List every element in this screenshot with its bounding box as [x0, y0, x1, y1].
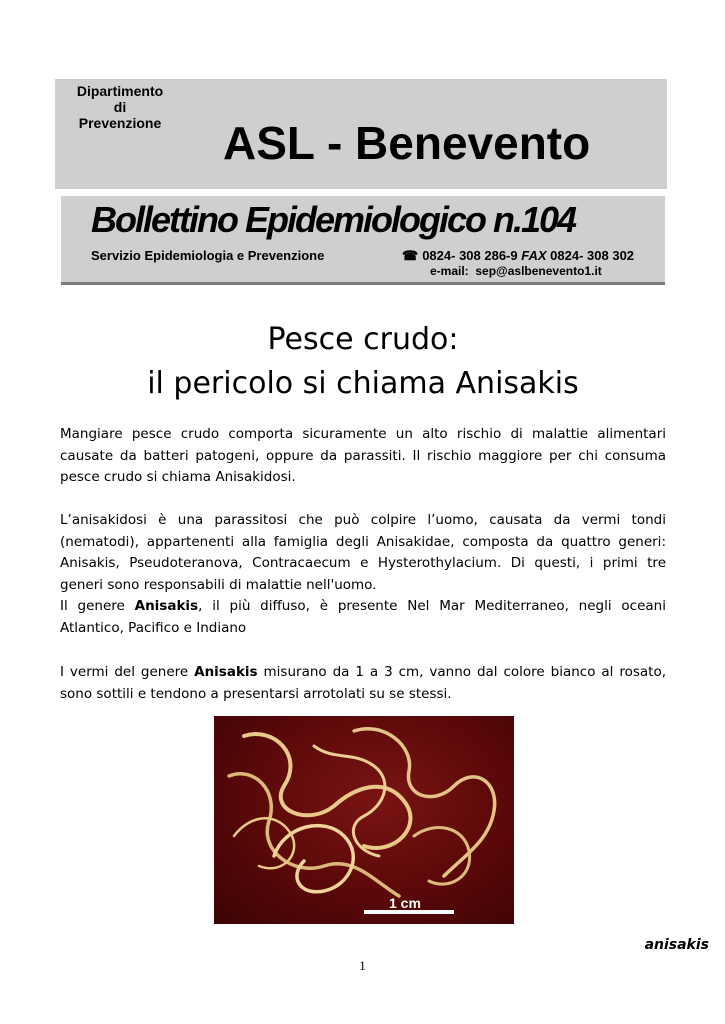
paragraph-4 [60, 662, 666, 705]
paragraph-3-start: Il genere [60, 598, 135, 614]
email-label: e-mail: [430, 264, 469, 278]
paragraph-3 [60, 596, 666, 639]
paragraph-worms [60, 662, 666, 705]
page-number: 1 [359, 958, 366, 973]
asl-title: ASL - Benevento [223, 117, 591, 169]
phone-number: 0824- 308 286-9 [422, 248, 518, 263]
header-banner [55, 79, 667, 189]
fax-label: FAX [521, 248, 547, 263]
department-label [65, 83, 175, 131]
department-line-1: Dipartimento [76, 83, 164, 99]
figure-caption: anisakis [644, 937, 709, 953]
paragraph-2: L’anisakidosi è una parassitosi che può colpire l’uomo, causata da vermi tondi (nematodi), appartenenti alla famiglia degli Anisakidae, composta da quattro generi: Anisakis, Pseudoteranova, Contracaecum e Hysterothylacium. Di questi, i primi tre generi sono responsabili di malattie nell'uomo. [60, 512, 666, 593]
email-line [430, 264, 602, 278]
worm-6 [414, 828, 470, 885]
paragraph-3-bold: Anisakis [134, 598, 199, 614]
anisakis-worms-illustration [214, 716, 514, 924]
article-title-line-1: Pesce crudo: [267, 322, 459, 357]
telephone-icon: ☎ [402, 248, 419, 263]
paragraph-4-start: I vermi del genere [60, 664, 195, 680]
paragraph-4-bold: Anisakis [194, 664, 258, 680]
worm-3 [274, 826, 353, 892]
contact-numbers [402, 248, 634, 263]
scale-label: 1 cm [389, 895, 421, 911]
worm-5 [314, 746, 385, 856]
service-name: Servizio Epidemiologia e Prevenzione [91, 248, 325, 263]
paragraph-4-end: misurano da 1 a 3 cm, vanno dal colore bianco al rosato, sono sottili e tendono a presentarsi arrotolati su se stessi. [60, 664, 667, 702]
bulletin-banner [61, 196, 665, 285]
paragraph-1: Mangiare pesce crudo comporta sicuramente un alto rischio di malattie alimentari causate da batteri patogeni, oppure da parassiti. Il rischio maggiore per chi consuma pesce crudo si chiama Anisakidosi. [60, 426, 666, 485]
department-line-2: di [113, 99, 127, 115]
article-title-line-2: il pericolo si chiama Anisakis [147, 366, 579, 401]
fax-number: 0824- 308 302 [550, 248, 635, 263]
bulletin-title: Bollettino Epidemiologico n.104 [91, 199, 576, 240]
anisakis-photo [214, 716, 514, 924]
paragraph-3-end: , il più diffuso, è presente Nel Mar Mediterraneo, negli oceani Atlantico, Pacifico e Indiano [60, 598, 666, 636]
article-title [60, 318, 666, 406]
paragraph-intro [60, 424, 666, 489]
service-line [91, 248, 635, 263]
worm-2 [229, 774, 399, 896]
email-address[interactable]: sep@aslbenevento1.it [475, 264, 602, 278]
department-line-3: Prevenzione [78, 115, 162, 131]
paragraph-anisakidosi [60, 510, 666, 639]
